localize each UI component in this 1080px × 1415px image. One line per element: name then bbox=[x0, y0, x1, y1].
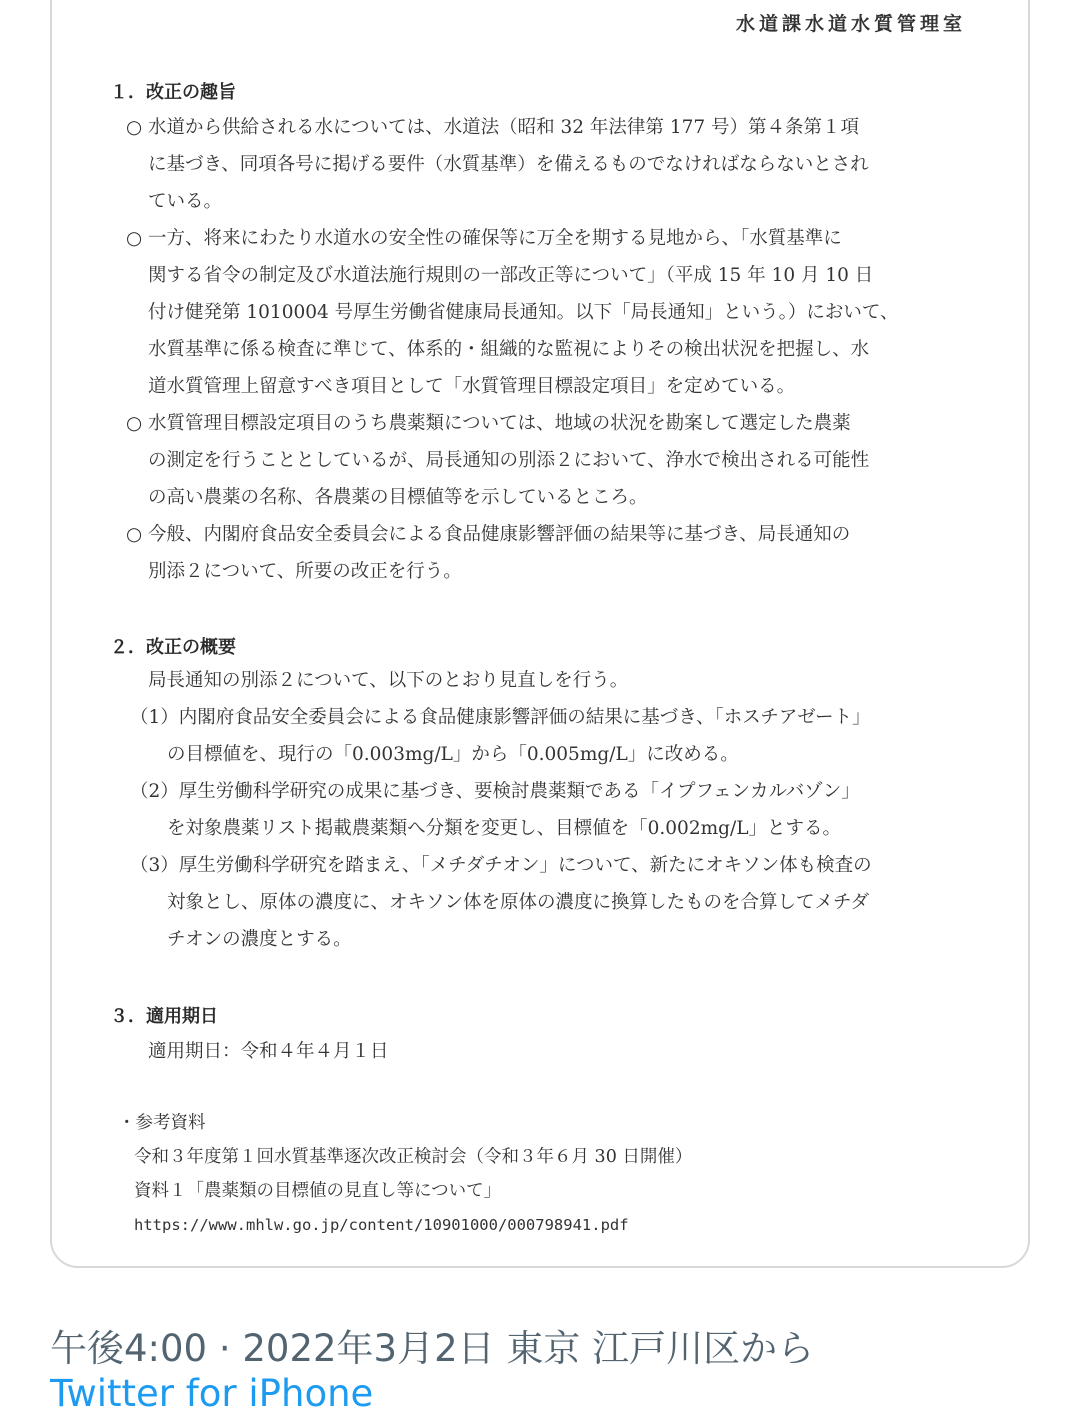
section-2-item-1 bbox=[130, 699, 990, 773]
tweet-timestamp[interactable]: 午後4:00 · 2022年3月2日 東京 江戸川区から bbox=[50, 1327, 815, 1370]
section-1-paragraph-4 bbox=[126, 516, 986, 590]
bullet-circle-icon: ○ bbox=[126, 413, 143, 434]
paragraph-text: 一方、将来にわたり水道水の安全性の確保等に万全を期する見地から、「水質基準に 関する省令の制定及び水道法施行規則の一部改正等について」（平成 15 年 10 月 10 日 付け健発第 1010004 号厚生労働省健康局長通知。以下「局長通知」という。）において、 水質基準に係る検査に準じて、体系的・組織的な監視によりその検出状況を把握し、水 道水質管理上留意すべき項目として「水質管理目標設定項目」を定めている。 bbox=[148, 228, 899, 397]
references-title: ・参考資料 bbox=[118, 1113, 206, 1133]
section-3-text: 適用期日：令和４年４月１日 bbox=[148, 1041, 389, 1062]
item-text: （3）厚生労働科学研究を踏まえ、「メチダチオン」について、新たにオキソン体も検査の 対象とし、原体の濃度に、オキソン体を原体の濃度に換算したものを合算してメチダ チオンの濃度とする。 bbox=[130, 855, 872, 950]
section-1-paragraph-1 bbox=[126, 109, 986, 220]
section-1-heading: １．改正の趣旨 bbox=[110, 82, 236, 103]
bullet-circle-icon: ○ bbox=[126, 524, 143, 545]
section-2-item-2 bbox=[130, 773, 990, 847]
references-meeting: 令和３年度第１回水質基準逐次改正検討会（令和３年６月 30 日開催） bbox=[134, 1147, 693, 1167]
section-3-heading: ３．適用期日 bbox=[110, 1006, 218, 1027]
section-2-item-3 bbox=[130, 847, 990, 958]
section-1-paragraph-3 bbox=[126, 405, 986, 516]
bullet-circle-icon: ○ bbox=[126, 228, 143, 249]
attached-image-card[interactable] bbox=[50, 0, 1030, 1268]
section-1-paragraph-2 bbox=[126, 220, 986, 405]
paragraph-text: 今般、内閣府食品安全委員会による食品健康影響評価の結果等に基づき、局長通知の 別添２について、所要の改正を行う。 bbox=[148, 524, 851, 582]
section-2-intro: 局長通知の別添２について、以下のとおり見直しを行う。 bbox=[148, 670, 629, 691]
paragraph-text: 水道から供給される水については、水道法（昭和 32 年法律第 177 号）第４条第１項 に基づき、同項各号に掲げる要件（水質基準）を備えるものでなければならないとされ ている。 bbox=[148, 117, 869, 212]
document-image bbox=[52, 2, 1030, 1268]
section-2-heading: ２．改正の概要 bbox=[110, 637, 236, 658]
tweet-source-link[interactable]: Twitter for iPhone bbox=[50, 1372, 374, 1415]
references-material: 資料１「農薬類の目標値の見直し等について」 bbox=[134, 1181, 502, 1201]
item-text: （2）厚生労働科学研究の成果に基づき、要検討農薬類である「イプフェンカルバゾン」 を対象農薬リスト掲載農薬類へ分類を変更し、目標値を「0.002mg/L」とする。 bbox=[130, 781, 860, 839]
references-url: https://www.mhlw.go.jp/content/10901000/000798941.pdf bbox=[134, 1216, 629, 1234]
department-name: 水道課水道水質管理室 bbox=[735, 13, 966, 35]
item-text: （1）内閣府食品安全委員会による食品健康影響評価の結果に基づき、「ホスチアゼート」 の目標値を、現行の「0.003mg/L」から「0.005mg/L」に改める。 bbox=[130, 707, 871, 765]
bullet-circle-icon: ○ bbox=[126, 117, 143, 138]
paragraph-text: 水質管理目標設定項目のうち農薬類については、地域の状況を勘案して選定した農薬 の測定を行うこととしているが、局長通知の別添２において、浄水で検出される可能性 の高い農薬の名称、各農薬の目標値等を示しているところ。 bbox=[148, 413, 870, 508]
